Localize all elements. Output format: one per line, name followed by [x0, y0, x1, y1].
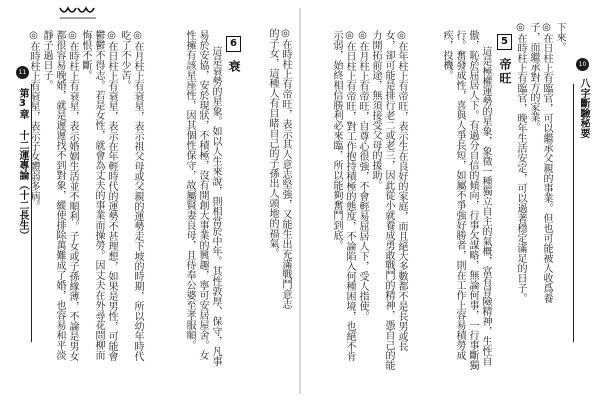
left-page-number: 11: [16, 66, 29, 79]
section-6-bullet-1: ◎在月柱上有衰星，表示祖父母或父親的運勢走下坡的時期，所以幼年時代吃了不少苦。: [119, 30, 143, 361]
section-6-bullet-4: ◎在時柱上有衰星，表示子女體弱多病。: [28, 30, 39, 211]
section-5-bullets: [308, 30, 408, 370]
right-running-rule: [573, 84, 574, 342]
right-bullet-b: ◎在時柱上有臨官，晚年生活安定，可以過著穩定滿足的日子。: [515, 22, 526, 303]
right-running-head: 八字斷驗秘要: [578, 78, 589, 138]
section-6-bullets: [28, 30, 144, 368]
section-5-bullet-1: ◎在年柱上有帝旺，表示生在良好的家庭，而且絕大多數都不是長男或長女，卻可能是排行老二或老三，因此從小就養成勇敢戰鬥的精神，憑自己的能力開拓前途，無須接受父母的援助。: [370, 30, 407, 370]
section-5-bullet-2: ◎在月柱上有帝旺，自尊心很強，不會輕易屈居人下，受人指使。: [357, 30, 368, 321]
section-5-body-text: 這是極權運勢的星象，象徵一種獨立自主的氣概，富有冒險精神，生性自傲，恥於屈居人下。有過分自信的傾向，行事欠謀略，無論何事，一行事斷獨行。奮發成性，喜與人爭長短，如屬不爭強好勝者，則在工作上容易積勞成疾，投機。: [441, 30, 491, 370]
right-bullet-a: ◎在日柱上有臨官，可以繼承父親的事業。但也可能被人收爲養子，而繼承對方的家業。: [528, 22, 552, 303]
section-6-bullet-2: ◎在日柱上有衰星，表示在年輕時代的運勢不甚理想，如果是男性，可能會鬱鬱不得志。若是女性，就會為丈夫的事業而操勞。因丈夫在外尋花問柳而悔恨不斷。: [80, 30, 117, 361]
header-ornament-icon: [58, 4, 98, 20]
right-carry-text: 下來。: [554, 22, 565, 52]
section-5-number: 5: [497, 34, 512, 50]
section-6-body: [146, 30, 222, 368]
section-6-title: 衰: [227, 60, 241, 74]
right-top-block: [515, 22, 566, 322]
left-running-head: 第3章 十二運專論（十二長生）: [17, 88, 28, 240]
section-5-body: [410, 30, 492, 370]
section-6-body-text: 這是衰勢的星象。如以人生來說，則相當於中年。其性敦厚、保守，凡事易於安協，安於現狀，不積極，沒有開創大事業的興趣，寧可安居屋舍。女性擁有該星座性，因其個性保守，故屬賢妻良母，且侍奉公婆至孝服順。: [184, 30, 221, 366]
section-5-bullet-3: ◎在日柱上有帝旺，對工作抱持積極的態度，不論陷入何種困境，也絕不肯示弱，始終相信勝利必來臨，所以能夠奮鬥到底。: [331, 30, 355, 361]
right-page-number: 10: [576, 58, 589, 71]
section-6-bullet-3: ◎在時柱上有衰星，表示婚姻生活並不順利。子女或子孫緣薄，不論是男女都很容易晚婚，就是遲遲找不到對象，縱使排除萬難成了婚，也容易和平淡靜子過日子。: [41, 30, 78, 361]
section-5-title: 帝旺: [498, 58, 512, 86]
left-top-note: [246, 28, 292, 318]
section-6-number: 6: [226, 36, 241, 52]
left-top-note-text: ◎在時柱上有帝旺，表示其人意志堅強，又能生出充滿戰鬥意志的子女，這種人有目睹自己的子孫出人頭地的福氣。: [267, 28, 291, 309]
